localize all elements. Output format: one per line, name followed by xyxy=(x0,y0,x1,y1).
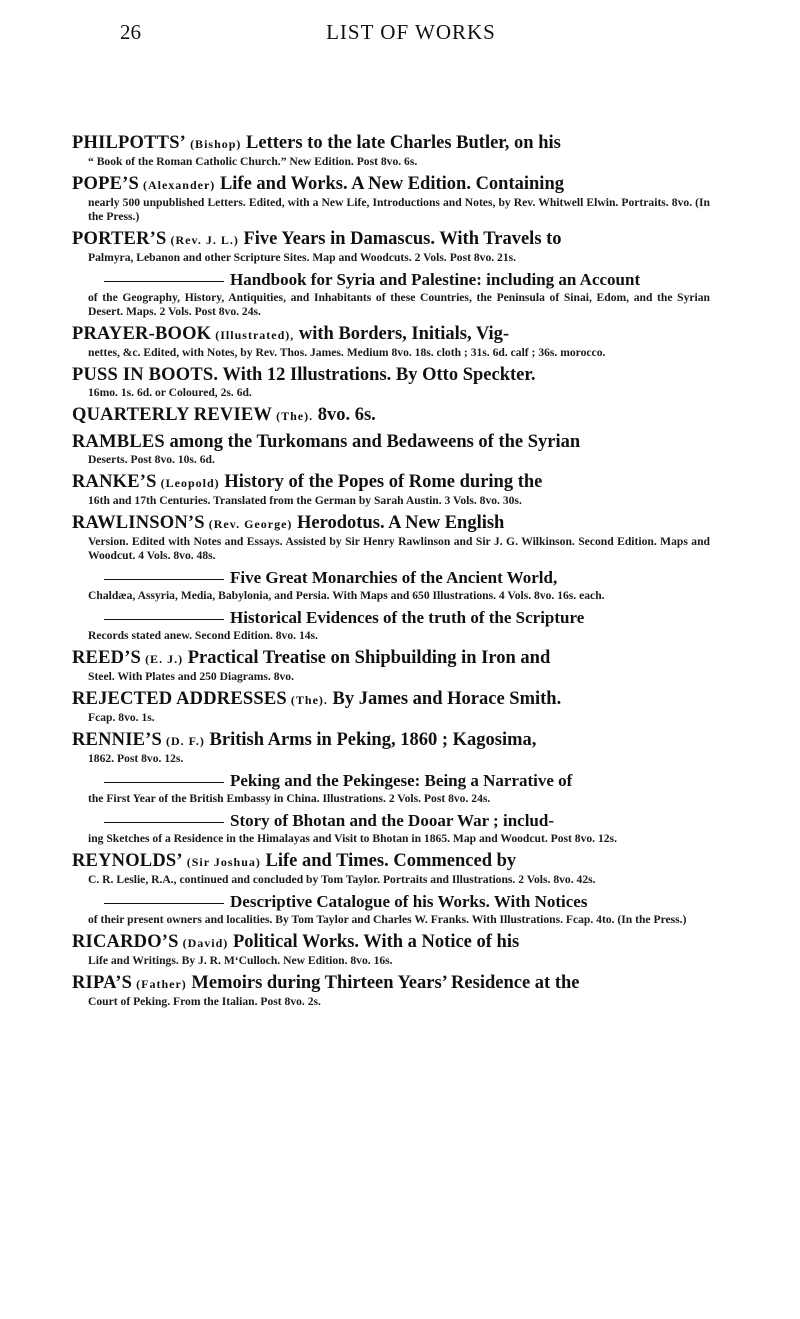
entry-details: Palmyra, Lebanon and other Scripture Sites. Map and Woodcuts. 2 Vols. Post 8vo. 21s. xyxy=(88,251,517,264)
entry-details: ing Sketches of a Residence in the Himalayas and Visit to Bhotan in 1865. Map and Woodcut. Post 8vo. 12s. xyxy=(88,832,617,845)
entry-headline xyxy=(72,810,710,832)
ditto-rule xyxy=(104,782,224,783)
author-qualifier: (Illustrated), xyxy=(211,328,295,342)
entry-continuation xyxy=(72,567,710,603)
work-title: History of the Popes of Rome during the xyxy=(219,472,543,492)
entry-headline xyxy=(72,770,710,792)
entry-headline xyxy=(72,891,710,913)
catalogue-entry xyxy=(72,647,710,684)
ditto-rule xyxy=(104,579,224,580)
author-name: POPE’S xyxy=(72,174,139,194)
author-qualifier: (Sir Joshua) xyxy=(182,855,261,869)
author-qualifier: (Alexander) xyxy=(138,178,216,192)
book-page xyxy=(0,12,800,1319)
catalogue-entry xyxy=(72,471,710,508)
work-title: Handbook for Syria and Palestine: including an Account xyxy=(230,270,641,289)
entry-details: Records stated anew. Second Edition. 8vo. 14s. xyxy=(88,629,318,642)
ditto-rule xyxy=(104,281,224,282)
work-title: With 12 Illustrations. By Otto Speckter. xyxy=(218,365,536,385)
works-list xyxy=(72,132,710,1009)
catalogue-entry xyxy=(72,729,710,766)
work-title: Herodotus. A New English xyxy=(292,513,505,533)
entry-details: nearly 500 unpublished Letters. Edited, with a New Life, Introductions and Notes, by Rev. Whitwell Elwin. Portraits. 8vo. (In the Press.) xyxy=(88,196,710,223)
page-number: 26 xyxy=(120,20,141,44)
entry-headline xyxy=(72,729,710,752)
author-name: QUARTERLY REVIEW xyxy=(72,405,273,425)
entry-continuation xyxy=(72,770,710,806)
work-title: Life and Works. A New Edition. Containing xyxy=(215,174,564,194)
work-title: Descriptive Catalogue of his Works. With Notices xyxy=(230,892,588,911)
author-name: PRAYER-BOOK xyxy=(72,324,212,344)
entry-continuation xyxy=(72,810,710,846)
entry-continuation xyxy=(72,269,710,319)
entry-details: Steel. With Plates and 250 Diagrams. 8vo. xyxy=(88,670,295,683)
page-header xyxy=(72,12,710,60)
author-name: REED’S xyxy=(72,648,142,668)
author-qualifier: (Rev. J. L.) xyxy=(166,233,239,247)
entry-details: 16mo. 1s. 6d. or Coloured, 2s. 6d. xyxy=(88,386,252,399)
work-title: Peking and the Pekingese: Being a Narrative of xyxy=(230,771,573,790)
ditto-rule xyxy=(104,903,224,904)
entry-headline xyxy=(72,364,710,386)
entry-details: C. R. Leslie, R.A., continued and concluded by Tom Taylor. Portraits and Illustrations. 2 Vols. 8vo. 42s. xyxy=(88,873,596,886)
entry-details: Deserts. Post 8vo. 10s. 6d. xyxy=(88,453,215,466)
work-title: Five Great Monarchies of the Ancient World, xyxy=(230,568,558,587)
entry-headline xyxy=(72,404,710,427)
author-name: RAWLINSON’S xyxy=(72,513,205,533)
catalogue-entry xyxy=(72,173,710,224)
author-name: RANKE’S xyxy=(72,472,157,492)
author-name: PHILPOTTS’ xyxy=(72,133,187,153)
entry-details: 16th and 17th Centuries. Translated from the German by Sarah Austin. 3 Vols. 8vo. 30s. xyxy=(88,494,522,507)
entry-headline xyxy=(72,972,710,995)
author-qualifier: (Leopold) xyxy=(156,476,220,490)
entry-headline xyxy=(72,567,710,589)
author-name: RENNIE’S xyxy=(72,730,163,750)
work-title: Historical Evidences of the truth of the Scripture xyxy=(230,608,585,627)
catalogue-entry xyxy=(72,364,710,400)
entry-details: Version. Edited with Notes and Essays. Assisted by Sir Henry Rawlinson and Sir J. G. Wilkinson. Second Edition. Maps and Woodcut. 4 Vols. 8vo. 48s. xyxy=(88,535,710,562)
catalogue-entry xyxy=(72,132,710,169)
entry-headline xyxy=(72,323,710,346)
entry-headline xyxy=(72,931,710,954)
catalogue-entry xyxy=(72,850,710,887)
work-title: Five Years in Damascus. With Travels to xyxy=(238,229,562,249)
work-title: Letters to the late Charles Butler, on his xyxy=(241,133,561,153)
entry-details: Life and Writings. By J. R. M‘Culloch. New Edition. 8vo. 16s. xyxy=(88,954,393,967)
author-name: PORTER’S xyxy=(72,229,167,249)
work-title: Story of Bhotan and the Dooar War ; includ- xyxy=(230,811,554,830)
catalogue-entry xyxy=(72,431,710,467)
author-name: RAMBLES xyxy=(72,432,165,452)
work-title: Life and Times. Commenced by xyxy=(260,851,517,871)
entry-details: “ Book of the Roman Catholic Church.” New Edition. Post 8vo. 6s. xyxy=(88,155,418,168)
entry-headline xyxy=(72,512,710,535)
entry-headline xyxy=(72,688,710,711)
work-title: 8vo. 6s. xyxy=(313,405,376,425)
ditto-rule xyxy=(104,822,224,823)
author-qualifier: (Father) xyxy=(132,977,187,991)
author-name: REYNOLDS’ xyxy=(72,851,183,871)
catalogue-entry xyxy=(72,512,710,563)
work-title: British Arms in Peking, 1860 ; Kagosima, xyxy=(204,730,537,750)
entry-details: Fcap. 8vo. 1s. xyxy=(88,711,155,724)
catalogue-entry xyxy=(72,972,710,1009)
entry-continuation xyxy=(72,607,710,643)
catalogue-entry xyxy=(72,228,710,265)
work-title: Memoirs during Thirteen Years’ Residence at the xyxy=(186,973,580,993)
author-qualifier: (E. J.) xyxy=(141,652,184,666)
work-title: among the Turkomans and Bedaweens of the Syrian xyxy=(164,432,581,452)
catalogue-entry xyxy=(72,688,710,725)
author-name: REJECTED ADDRESSES xyxy=(72,689,287,709)
entry-headline xyxy=(72,269,710,291)
entry-details: Chaldæa, Assyria, Media, Babylonia, and Persia. With Maps and 650 Illustrations. 4 Vols. 8vo. 16s. each. xyxy=(88,589,605,602)
entry-details: nettes, &c. Edited, with Notes, by Rev. Thos. James. Medium 8vo. 18s. cloth ; 31s. 6d. calf ; 36s. morocco. xyxy=(88,346,606,359)
author-qualifier: (D. F.) xyxy=(162,734,205,748)
author-qualifier: (Rev. George) xyxy=(204,517,293,531)
catalogue-entry xyxy=(72,931,710,968)
entry-details: the First Year of the British Embassy in China. Illustrations. 2 Vols. Post 8vo. 24s. xyxy=(88,792,491,805)
catalogue-entry xyxy=(72,323,710,360)
entry-details: 1862. Post 8vo. 12s. xyxy=(88,752,184,765)
work-title: Political Works. With a Notice of his xyxy=(228,932,520,952)
author-name: RICARDO’S xyxy=(72,932,179,952)
entry-continuation xyxy=(72,891,710,927)
running-title: LIST OF WORKS xyxy=(326,20,496,44)
work-title: By James and Horace Smith. xyxy=(327,689,562,709)
author-qualifier: (David) xyxy=(178,936,229,950)
author-name: PUSS IN BOOTS. xyxy=(72,365,219,385)
entry-headline xyxy=(72,607,710,629)
work-title: Practical Treatise on Shipbuilding in Iron and xyxy=(183,648,551,668)
entry-details: of the Geography, History, Antiquities, and Inhabitants of these Countries, the Peninsula of Sinai, Edom, and the Syrian Desert. Maps. 2 Vols. Post 8vo. 24s. xyxy=(88,291,710,318)
entry-headline xyxy=(72,228,710,251)
ditto-rule xyxy=(104,619,224,620)
work-title: with Borders, Initials, Vig- xyxy=(294,324,510,344)
entry-details: of their present owners and localities. By Tom Taylor and Charles W. Franks. With Illustrations. Fcap. 4to. (In the Press.) xyxy=(88,913,687,926)
author-name: RIPA’S xyxy=(72,973,133,993)
entry-headline xyxy=(72,850,710,873)
entry-headline xyxy=(72,647,710,670)
entry-headline xyxy=(72,132,710,155)
entry-headline xyxy=(72,471,710,494)
author-qualifier: (The). xyxy=(286,693,328,707)
author-qualifier: (The). xyxy=(272,409,314,423)
entry-headline xyxy=(72,173,710,196)
entry-headline xyxy=(72,431,710,453)
catalogue-entry xyxy=(72,404,710,427)
entry-details: Court of Peking. From the Italian. Post 8vo. 2s. xyxy=(88,995,321,1008)
author-qualifier: (Bishop) xyxy=(186,137,242,151)
